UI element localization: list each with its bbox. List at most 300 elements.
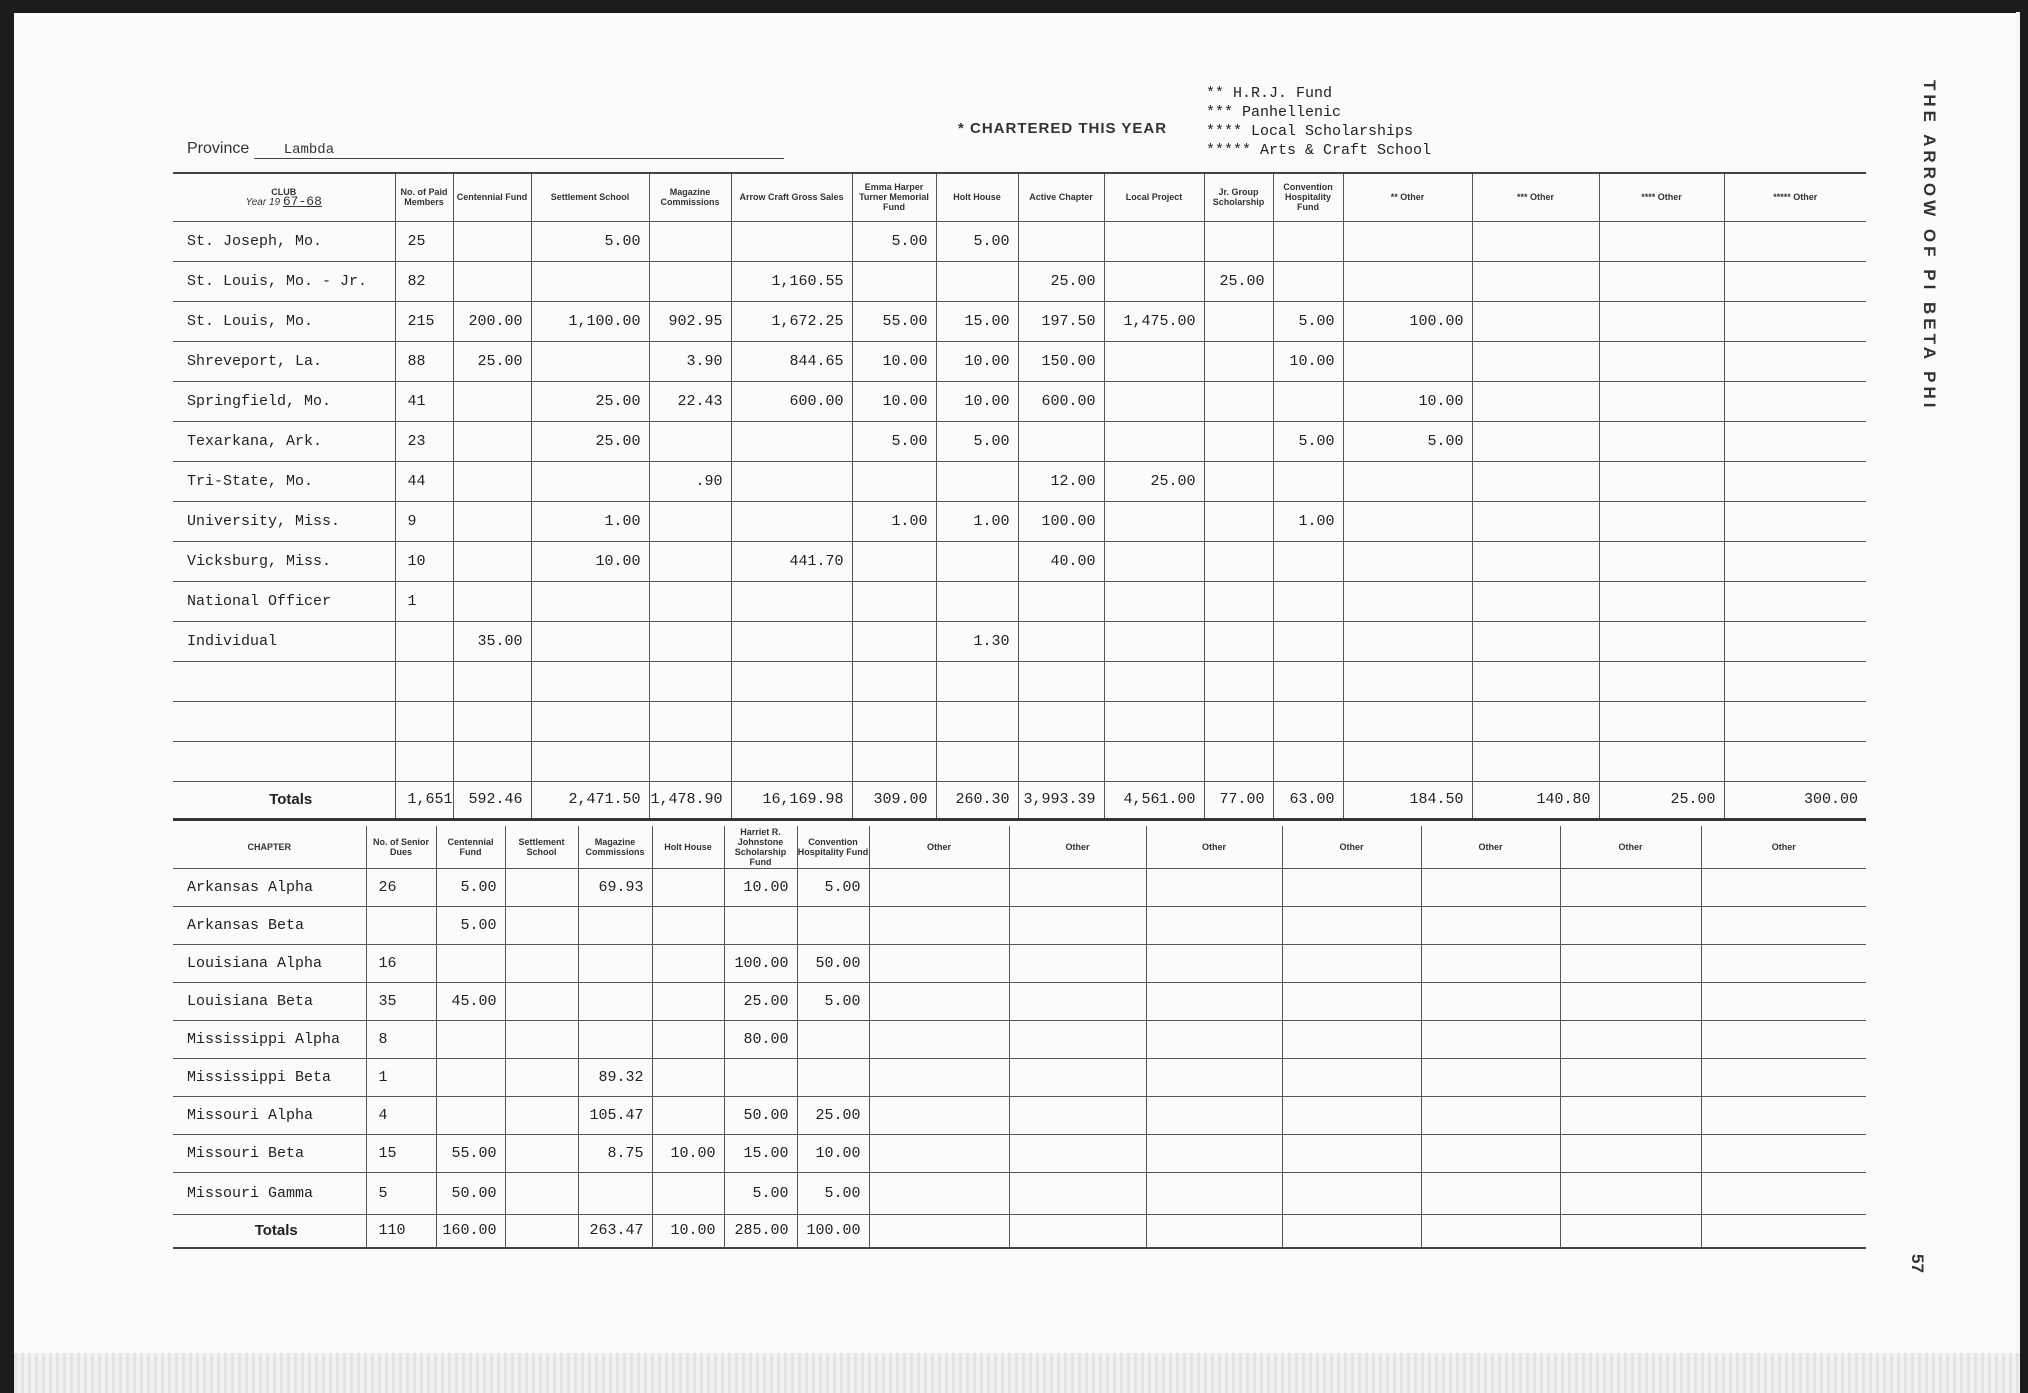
table-cell xyxy=(936,461,1018,501)
table-cell xyxy=(578,982,652,1020)
chapter-rows xyxy=(173,868,1866,1248)
table-cell xyxy=(1104,221,1204,261)
chartered-note: * CHARTERED THIS YEAR xyxy=(958,120,1168,137)
table-cell xyxy=(652,1020,724,1058)
column-header: Settlement School xyxy=(531,173,649,221)
table-cell: 10.00 xyxy=(531,541,649,581)
table-cell: 4 xyxy=(366,1096,436,1134)
table-cell xyxy=(1204,341,1273,381)
table-cell xyxy=(797,906,869,944)
table-cell xyxy=(1104,581,1204,621)
table-cell xyxy=(1724,381,1866,421)
row-name: University, Miss. xyxy=(187,512,341,530)
table-cell xyxy=(1204,501,1273,541)
table-cell xyxy=(578,1020,652,1058)
table-cell xyxy=(1701,1134,1866,1172)
table-row xyxy=(173,581,1866,621)
table-cell xyxy=(453,661,531,701)
column-header: Other xyxy=(869,826,1009,868)
table-cell xyxy=(436,1020,505,1058)
table-cell xyxy=(1472,621,1599,661)
column-header: Holt House xyxy=(936,173,1018,221)
table-cell xyxy=(852,461,936,501)
table-cell xyxy=(1560,1020,1701,1058)
table-cell xyxy=(1282,1172,1421,1214)
table-cell xyxy=(652,1058,724,1096)
table-cell: .90 xyxy=(649,461,731,501)
table-cell: 8.75 xyxy=(578,1134,652,1172)
total-cell xyxy=(1282,1214,1421,1248)
table-cell xyxy=(1724,701,1866,741)
table-cell: 215 xyxy=(395,301,453,341)
table-cell xyxy=(453,541,531,581)
column-header: Magazine Commissions xyxy=(649,173,731,221)
row-name: Missouri Alpha xyxy=(187,1106,314,1124)
table-cell xyxy=(1343,581,1472,621)
table-cell xyxy=(1204,541,1273,581)
table-cell xyxy=(936,661,1018,701)
table-cell xyxy=(869,1058,1009,1096)
table-cell xyxy=(1701,868,1866,906)
row-name xyxy=(173,701,395,741)
table-cell: 80.00 xyxy=(724,1020,797,1058)
table-cell xyxy=(505,868,578,906)
total-cell xyxy=(1146,1214,1282,1248)
table-cell xyxy=(1204,381,1273,421)
total-cell: 1,651 xyxy=(395,781,453,819)
table-cell xyxy=(649,661,731,701)
table-cell xyxy=(1273,261,1343,301)
chapter-header-row xyxy=(173,826,1866,868)
table-cell xyxy=(1009,1134,1146,1172)
column-header: Convention Hospitality Fund xyxy=(797,826,869,868)
total-cell: 2,471.50 xyxy=(531,781,649,819)
table-cell: 45.00 xyxy=(436,982,505,1020)
table-cell: 10 xyxy=(395,541,453,581)
table-cell: 105.47 xyxy=(578,1096,652,1134)
table-cell xyxy=(1724,221,1866,261)
table-cell xyxy=(1724,421,1866,461)
table-cell xyxy=(1282,1096,1421,1134)
legend-item: ***** Arts & Craft School xyxy=(1206,142,1432,159)
table-cell: 40.00 xyxy=(1018,541,1104,581)
table-cell xyxy=(366,906,436,944)
total-cell xyxy=(1560,1214,1701,1248)
table-cell: 25.00 xyxy=(797,1096,869,1134)
year-prefix: Year 19 xyxy=(245,196,281,208)
table-cell xyxy=(731,741,852,781)
table-cell xyxy=(1104,261,1204,301)
table-cell xyxy=(1104,701,1204,741)
total-cell: 110 xyxy=(366,1214,436,1248)
table-cell xyxy=(1472,381,1599,421)
table-cell xyxy=(531,341,649,381)
table-cell: 5.00 xyxy=(436,868,505,906)
table-cell xyxy=(1282,944,1421,982)
table-cell: 55.00 xyxy=(436,1134,505,1172)
legend-item: **** Local Scholarships xyxy=(1206,123,1414,140)
table-cell: 100.00 xyxy=(1343,301,1472,341)
table-cell xyxy=(1421,1096,1560,1134)
club-header-row xyxy=(173,173,1866,221)
table-cell xyxy=(1343,661,1472,701)
table-cell xyxy=(531,261,649,301)
table-cell: 25.00 xyxy=(531,381,649,421)
table-cell xyxy=(649,421,731,461)
table-cell xyxy=(1009,868,1146,906)
table-cell: 25.00 xyxy=(531,421,649,461)
column-header: No. of Paid Members xyxy=(395,173,453,221)
table-cell: 10.00 xyxy=(936,341,1018,381)
column-header: Settlement School xyxy=(505,826,578,868)
table-cell xyxy=(852,741,936,781)
total-cell xyxy=(1421,1214,1560,1248)
table-cell xyxy=(531,741,649,781)
table-cell xyxy=(1421,1058,1560,1096)
table-cell xyxy=(505,1020,578,1058)
table-cell xyxy=(1560,906,1701,944)
table-cell xyxy=(1282,1020,1421,1058)
table-cell xyxy=(453,581,531,621)
table-cell xyxy=(1724,501,1866,541)
table-cell xyxy=(724,906,797,944)
row-name: Arkansas Alpha xyxy=(187,878,314,896)
table-cell xyxy=(652,906,724,944)
table-cell xyxy=(1343,701,1472,741)
table-cell xyxy=(531,621,649,661)
table-cell xyxy=(505,906,578,944)
table-cell xyxy=(1599,661,1724,701)
table-row xyxy=(173,868,1866,906)
row-name: Tri-State, Mo. xyxy=(187,472,314,490)
fund-legend xyxy=(1206,84,1431,160)
table-cell xyxy=(1018,621,1104,661)
table-cell: 5.00 xyxy=(852,221,936,261)
table-cell xyxy=(852,581,936,621)
table-cell xyxy=(1701,1058,1866,1096)
table-cell xyxy=(1472,301,1599,341)
table-row xyxy=(173,661,1866,701)
column-header: Emma Harper Turner Memorial Fund xyxy=(852,173,936,221)
table-cell xyxy=(1560,982,1701,1020)
table-cell xyxy=(1472,701,1599,741)
table-cell xyxy=(453,221,531,261)
row-name xyxy=(173,741,395,781)
column-header: ** Other xyxy=(1343,173,1472,221)
table-cell: 3.90 xyxy=(649,341,731,381)
club-column-header xyxy=(173,173,395,221)
table-cell xyxy=(1472,501,1599,541)
table-cell xyxy=(1472,461,1599,501)
table-cell xyxy=(797,1020,869,1058)
table-cell xyxy=(1204,621,1273,661)
table-cell: 5 xyxy=(366,1172,436,1214)
table-row xyxy=(173,301,1866,341)
table-cell xyxy=(1343,741,1472,781)
table-cell xyxy=(936,581,1018,621)
table-row xyxy=(173,741,1866,781)
table-cell xyxy=(395,701,453,741)
table-cell xyxy=(1273,381,1343,421)
table-cell xyxy=(869,1096,1009,1134)
row-name: Louisiana Beta xyxy=(187,992,314,1010)
table-cell xyxy=(731,421,852,461)
table-cell xyxy=(852,621,936,661)
table-cell xyxy=(869,1020,1009,1058)
table-cell xyxy=(1599,301,1724,341)
total-cell: 300.00 xyxy=(1724,781,1866,819)
table-cell xyxy=(869,906,1009,944)
table-cell xyxy=(1104,421,1204,461)
table-cell: 200.00 xyxy=(453,301,531,341)
table-cell xyxy=(652,1096,724,1134)
table-cell xyxy=(578,944,652,982)
column-header: Arrow Craft Gross Sales xyxy=(731,173,852,221)
table-cell xyxy=(531,461,649,501)
table-cell xyxy=(1472,661,1599,701)
table-cell: 88 xyxy=(395,341,453,381)
table-cell xyxy=(1724,661,1866,701)
column-header: Other xyxy=(1421,826,1560,868)
table-cell xyxy=(649,501,731,541)
table-cell xyxy=(1273,461,1343,501)
column-header: Active Chapter xyxy=(1018,173,1104,221)
table-cell: 1.00 xyxy=(852,501,936,541)
table-cell: 10.00 xyxy=(797,1134,869,1172)
table-cell: 5.00 xyxy=(1343,421,1472,461)
table-cell: 69.93 xyxy=(578,868,652,906)
table-cell xyxy=(1104,341,1204,381)
page-number: 57 xyxy=(1908,1254,1927,1273)
table-cell xyxy=(1472,581,1599,621)
total-cell: 140.80 xyxy=(1472,781,1599,819)
table-cell: 35 xyxy=(366,982,436,1020)
total-cell: 3,993.39 xyxy=(1018,781,1104,819)
row-name: Individual xyxy=(187,632,278,650)
table-cell xyxy=(578,1172,652,1214)
table-cell xyxy=(505,1096,578,1134)
table-cell xyxy=(1343,461,1472,501)
table-cell xyxy=(436,1058,505,1096)
table-cell xyxy=(652,868,724,906)
club-contributions-table xyxy=(173,172,1866,821)
table-cell: 844.65 xyxy=(731,341,852,381)
publication-title: THE ARROW OF PI BETA PHI xyxy=(1920,80,1939,412)
table-cell xyxy=(731,701,852,741)
total-cell xyxy=(505,1214,578,1248)
table-cell xyxy=(1146,868,1282,906)
table-cell xyxy=(1104,541,1204,581)
table-cell xyxy=(1273,621,1343,661)
legend-item: ** H.R.J. Fund xyxy=(1206,85,1333,102)
table-cell: 5.00 xyxy=(797,868,869,906)
table-cell xyxy=(1599,501,1724,541)
column-header: Other xyxy=(1146,826,1282,868)
table-row xyxy=(173,1058,1866,1096)
chapter-contributions-table xyxy=(173,826,1866,1249)
table-cell: 23 xyxy=(395,421,453,461)
table-cell xyxy=(797,1058,869,1096)
table-cell: 44 xyxy=(395,461,453,501)
table-row xyxy=(173,381,1866,421)
table-cell xyxy=(1009,1096,1146,1134)
table-cell xyxy=(453,261,531,301)
table-cell: 1.00 xyxy=(936,501,1018,541)
table-cell: 25 xyxy=(395,221,453,261)
table-cell xyxy=(578,906,652,944)
table-cell xyxy=(936,741,1018,781)
table-cell xyxy=(852,701,936,741)
table-cell xyxy=(1701,1020,1866,1058)
totals-label: Totals xyxy=(254,1222,298,1240)
table-cell: 5.00 xyxy=(531,221,649,261)
table-cell: 10.00 xyxy=(1273,341,1343,381)
column-header: Jr. Group Scholarship xyxy=(1204,173,1273,221)
table-cell: 15.00 xyxy=(724,1134,797,1172)
table-cell xyxy=(1282,982,1421,1020)
table-cell: 150.00 xyxy=(1018,341,1104,381)
table-cell xyxy=(1599,381,1724,421)
table-cell: 100.00 xyxy=(1018,501,1104,541)
table-cell xyxy=(1421,1134,1560,1172)
totals-row xyxy=(173,781,1866,819)
table-cell xyxy=(869,1134,1009,1172)
table-cell xyxy=(1599,701,1724,741)
table-row xyxy=(173,982,1866,1020)
table-cell xyxy=(1421,1020,1560,1058)
table-cell xyxy=(1701,982,1866,1020)
table-cell: 1,672.25 xyxy=(731,301,852,341)
table-cell xyxy=(453,421,531,461)
table-row xyxy=(173,1172,1866,1214)
table-cell xyxy=(1146,1058,1282,1096)
table-cell xyxy=(1343,221,1472,261)
table-cell xyxy=(1273,221,1343,261)
table-cell: 1,100.00 xyxy=(531,301,649,341)
table-cell xyxy=(436,944,505,982)
table-cell xyxy=(1018,741,1104,781)
table-cell: 25.00 xyxy=(1204,261,1273,301)
table-cell xyxy=(731,501,852,541)
table-cell xyxy=(1560,944,1701,982)
table-cell: 197.50 xyxy=(1018,301,1104,341)
table-cell xyxy=(1146,944,1282,982)
total-cell xyxy=(1009,1214,1146,1248)
table-cell xyxy=(1018,661,1104,701)
row-name: Missouri Gamma xyxy=(187,1184,314,1202)
table-cell xyxy=(1599,741,1724,781)
column-header: Centennial Fund xyxy=(436,826,505,868)
table-cell: 5.00 xyxy=(436,906,505,944)
table-cell: 10.00 xyxy=(652,1134,724,1172)
total-cell: 263.47 xyxy=(578,1214,652,1248)
table-cell xyxy=(936,701,1018,741)
table-cell xyxy=(869,1172,1009,1214)
table-cell xyxy=(505,1172,578,1214)
column-header: Convention Hospitality Fund xyxy=(1273,173,1343,221)
table-cell: 1 xyxy=(366,1058,436,1096)
table-cell: 25.00 xyxy=(1104,461,1204,501)
scan-right-border xyxy=(2020,0,2028,1393)
table-cell xyxy=(1104,661,1204,701)
total-cell: 1,478.90 xyxy=(649,781,731,819)
table-cell xyxy=(652,944,724,982)
table-cell xyxy=(1472,421,1599,461)
table-cell xyxy=(852,261,936,301)
column-header: Holt House xyxy=(652,826,724,868)
province-value: Lambda xyxy=(254,142,784,159)
table-cell xyxy=(1009,1172,1146,1214)
table-cell xyxy=(1421,982,1560,1020)
table-cell: 16 xyxy=(366,944,436,982)
table-cell: 1.00 xyxy=(1273,501,1343,541)
total-cell: 260.30 xyxy=(936,781,1018,819)
row-name: Louisiana Alpha xyxy=(187,954,323,972)
year-line xyxy=(173,193,395,209)
club-label: CLUB xyxy=(271,186,297,197)
table-cell: 25.00 xyxy=(1018,261,1104,301)
total-cell xyxy=(1701,1214,1866,1248)
table-cell xyxy=(1282,1134,1421,1172)
table-cell xyxy=(649,621,731,661)
table-cell xyxy=(649,261,731,301)
table-cell xyxy=(1146,982,1282,1020)
scan-left-border xyxy=(0,0,14,1393)
table-cell xyxy=(1599,261,1724,301)
table-row xyxy=(173,261,1866,301)
year-value: 67-68 xyxy=(282,193,322,209)
total-cell: 309.00 xyxy=(852,781,936,819)
table-cell xyxy=(724,1058,797,1096)
table-cell xyxy=(1724,621,1866,661)
table-cell: 5.00 xyxy=(1273,421,1343,461)
total-cell xyxy=(869,1214,1009,1248)
table-cell xyxy=(531,701,649,741)
column-header: Harriet R. Johnstone Scholarship Fund xyxy=(724,826,797,868)
table-cell xyxy=(1343,541,1472,581)
table-cell: 41 xyxy=(395,381,453,421)
column-header: **** Other xyxy=(1599,173,1724,221)
table-cell xyxy=(936,261,1018,301)
table-cell xyxy=(1146,1096,1282,1134)
table-cell xyxy=(1472,541,1599,581)
table-cell xyxy=(1009,1058,1146,1096)
table-row xyxy=(173,1096,1866,1134)
table-cell xyxy=(1146,1134,1282,1172)
table-cell xyxy=(1724,741,1866,781)
table-cell xyxy=(1273,661,1343,701)
table-cell xyxy=(1343,261,1472,301)
table-cell xyxy=(1599,621,1724,661)
table-cell xyxy=(1009,906,1146,944)
table-cell xyxy=(531,581,649,621)
table-cell xyxy=(731,461,852,501)
row-name: Vicksburg, Miss. xyxy=(187,552,332,570)
table-cell xyxy=(649,221,731,261)
row-name: Mississippi Beta xyxy=(187,1068,332,1086)
table-cell xyxy=(1421,868,1560,906)
table-cell xyxy=(731,621,852,661)
province-label: Province xyxy=(187,140,250,157)
table-cell xyxy=(1599,581,1724,621)
scan-bottom-strip xyxy=(14,1353,2020,1393)
table-cell xyxy=(1343,501,1472,541)
row-name: St. Louis, Mo. xyxy=(187,312,314,330)
table-cell xyxy=(1343,621,1472,661)
table-cell xyxy=(1018,701,1104,741)
table-cell: 10.00 xyxy=(936,381,1018,421)
total-cell: 10.00 xyxy=(652,1214,724,1248)
